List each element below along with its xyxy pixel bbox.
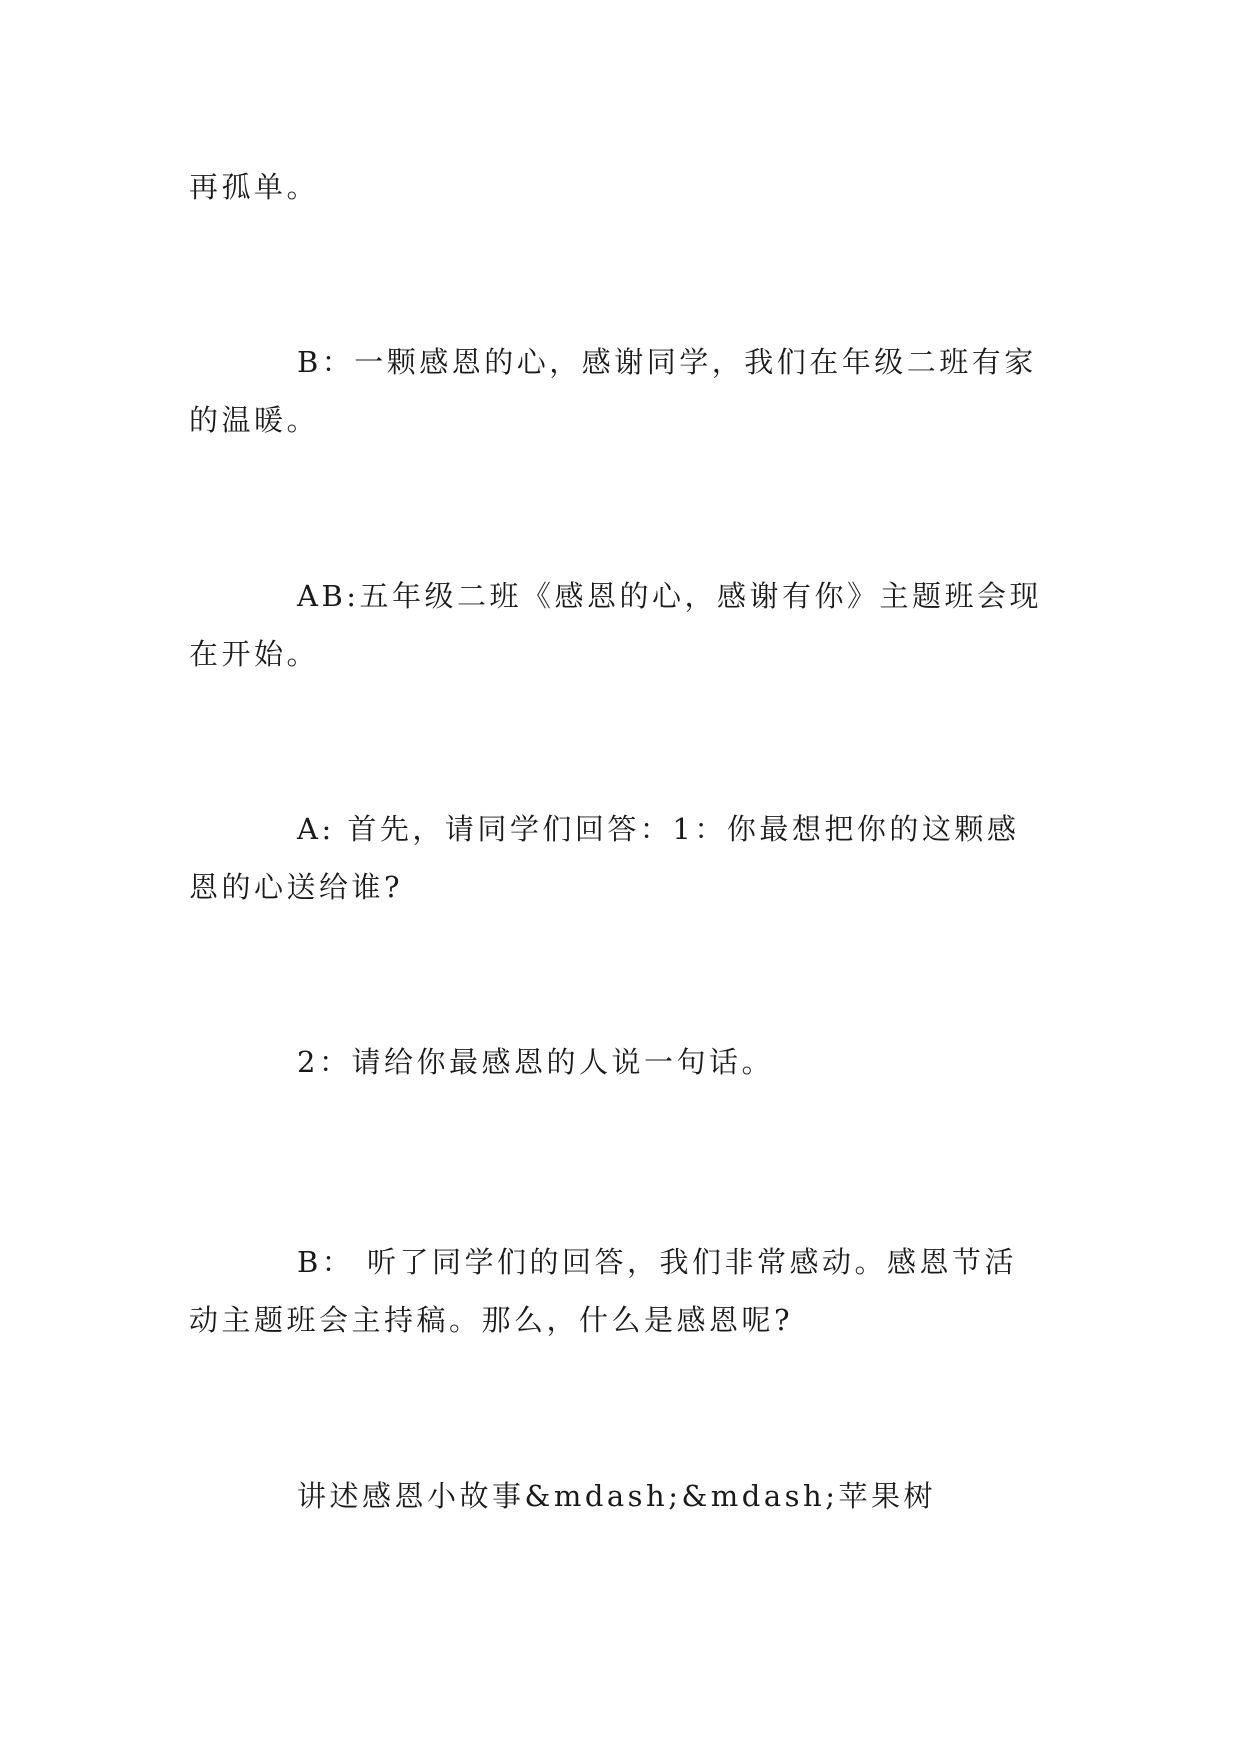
paragraph-continuation: 再孤单。 xyxy=(189,170,320,204)
paragraph-b-what-is-gratitude: B： 听了同学们的回答，我们非常感动。感恩节活动主题班会主持稿。那么，什么是感恩呢? xyxy=(189,1245,1018,1337)
paragraph-ab-meeting-start: AB:五年级二班《感恩的心，感谢有你》主题班会现在开始。 xyxy=(189,579,1043,671)
paragraph-a-question-one: A: 首先，请同学们回答：1：你最想把你的这颗感恩的心送给谁? xyxy=(189,812,1020,904)
paragraph-story-title: 讲述感恩小故事&mdash;&mdash;苹果树 xyxy=(297,1479,936,1513)
paragraph-question-two: 2：请给你最感恩的人说一句话。 xyxy=(297,1045,774,1079)
paragraph-b-grateful-classmates: B：一颗感恩的心，感谢同学，我们在年级二班有家的温暖。 xyxy=(189,345,1037,437)
